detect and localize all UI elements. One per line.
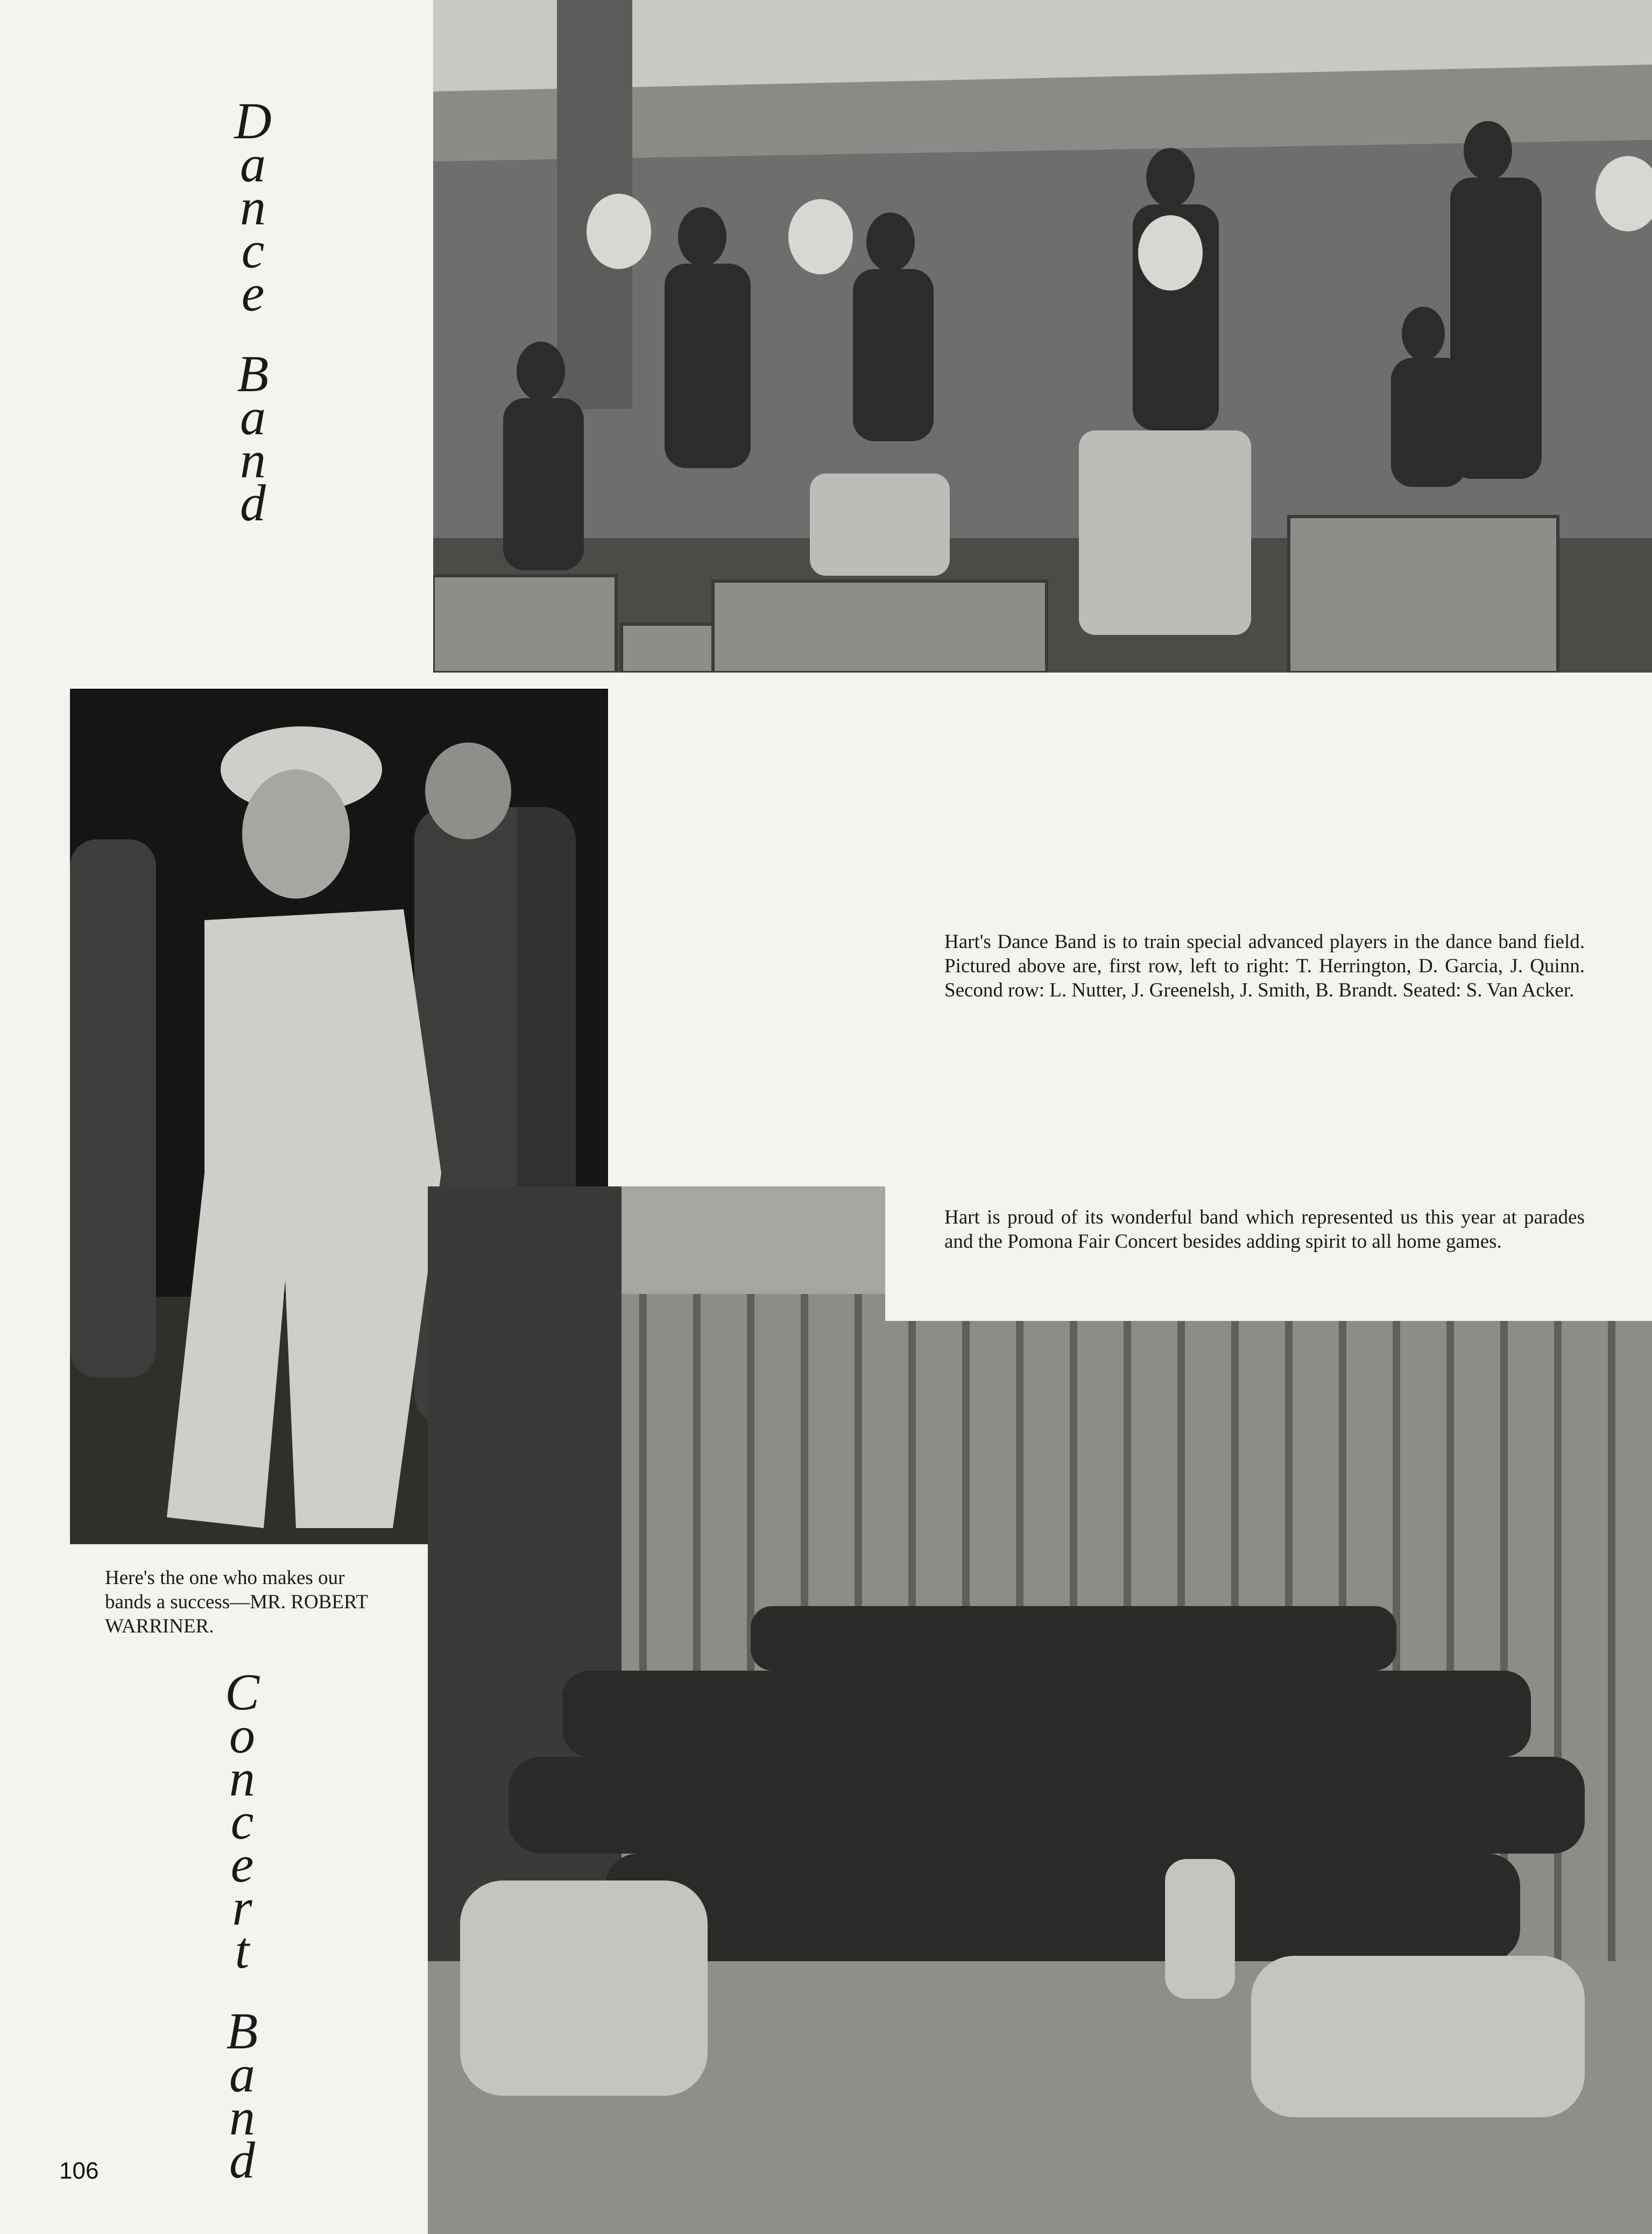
dance-letter: a (240, 135, 266, 193)
director-caption: Here's the one who makes our bands a success—MR. ROBERT WARRINER. (105, 1567, 368, 1637)
dance-band-title (226, 92, 280, 532)
concert-letter: o (229, 1706, 255, 1764)
dance-band-photo (433, 0, 1652, 673)
concert-letter: C (224, 1663, 260, 1721)
concert-band-title (215, 1663, 269, 2189)
band-letter: a (229, 2045, 255, 2103)
concert-band-photo (428, 1186, 1652, 2234)
dance-letter: n (240, 178, 266, 236)
page-number: 106 (59, 2158, 99, 2184)
band-letter: d (240, 474, 266, 532)
concert-letter: e (230, 1835, 254, 1893)
band-letter: n (229, 2088, 255, 2146)
dance-letter: e (241, 264, 265, 322)
band-letter: B (237, 345, 269, 402)
concert-letter: n (229, 1749, 255, 1807)
concert-letter: c (230, 1792, 254, 1850)
dance-letter: c (241, 221, 265, 279)
concert-letter: t (235, 1921, 250, 1979)
dance-band-caption: Hart's Dance Band is to train special advanced players in the dance band field. Pictured above are, first row, left to right: T. Herrington, D. Garcia, J. Quinn. Second row: L. Nutter, J. Greenelsh, J. Smith, B. Brandt. Seated: S. Van Acker. (944, 931, 1585, 1001)
dance-letter: D (234, 92, 272, 150)
band-letter: n (240, 431, 266, 489)
band-letter: a (240, 388, 266, 446)
band-letter: B (226, 2002, 258, 2060)
band-letter: d (229, 2131, 255, 2189)
concert-letter: r (232, 1878, 252, 1936)
concert-band-caption: Hart is proud of its wonderful band which represented us this year at parades and the Pomona Fair Concert besides adding spirit to all home games. (944, 1206, 1585, 1253)
